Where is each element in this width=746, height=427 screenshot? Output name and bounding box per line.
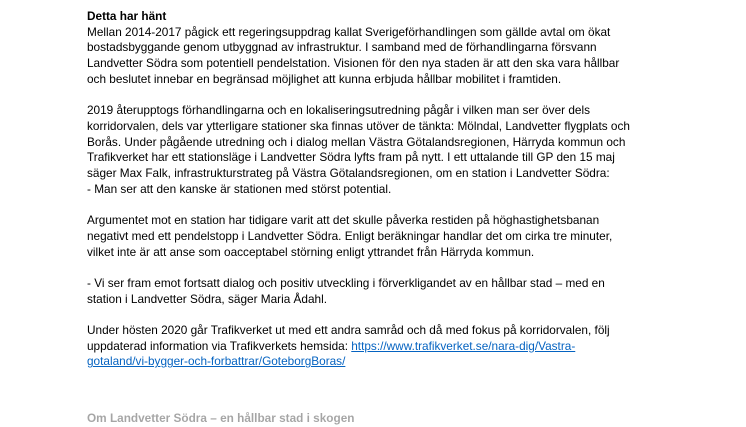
paragraph-3-line-3: vilket inte är att anse som oacceptabel störning enligt yttrandet från Härryda kommun. [87, 244, 535, 259]
trafikverket-link-part-2[interactable]: gotaland/vi-bygger-och-forbattrar/GoteborgBoras/ [87, 354, 346, 369]
paragraph-5-line-3 [87, 354, 687, 370]
trafikverket-link-part-1[interactable]: https://www.trafikverket.se/nara-dig/Vastra- [351, 338, 576, 353]
paragraph-2-line-5: säger Max Falk, infrastrukturstrateg på Västra Götalandsregionen, om en station i Landvetter Södra: [87, 166, 610, 181]
paragraph-gap [87, 197, 687, 213]
paragraph-2-line-3: Borås. Under pågående utredning och i dialog mellan Västra Götalandsregionen, Härryda kommun och [87, 134, 626, 149]
paragraph-2-line-1: 2019 återupptogs förhandlingarna och en lokaliseringsutredning pågår i vilken man ser över dels [87, 103, 590, 118]
paragraph-5-line-2 [87, 339, 687, 355]
paragraph-5-line-1: Under hösten 2020 går Trafikverket ut med ett andra samråd och då med fokus på korridorvalen, följ [87, 323, 610, 337]
paragraph-4-line-2: station i Landvetter Södra, säger Maria Ådahl. [87, 291, 328, 306]
paragraph-3-line-1: Argumentet mot en station har tidigare varit att det skulle påverka restiden på höghastighetsbanan [87, 213, 600, 228]
paragraph-gap [87, 88, 687, 104]
paragraph-2-line-4: Trafikverket har ett stationsläge i Landvetter Södra lyfts fram på nytt. I ett uttalande till GP den 15 maj [87, 150, 615, 165]
section-heading: Detta har hänt [87, 9, 167, 23]
paragraph-2-line-2: korridorvalen, dels var ytterligare stationer ska finnas utöver de tänkta: Mölndal, Landvetter flygplats och [87, 118, 630, 133]
paragraph-5-text: uppdaterad information via Trafikverkets hemsida: [87, 338, 352, 353]
paragraph-gap [87, 307, 687, 323]
cut-off-heading: Om Landvetter Södra – en hållbar stad i skogen [87, 411, 355, 425]
paragraph-2-line-6: - Man ser att den kanske är stationen med störst potential. [87, 181, 392, 196]
paragraph-4-line-1: - Vi ser fram emot fortsatt dialog och positiv utveckling i förverkligandet av en hållbar stad – med en [87, 275, 605, 290]
paragraph-1-line-4: och beslutet innebar en begränsad möjlighet att kunna erbjuda hållbar mobilitet i framtiden. [87, 71, 562, 86]
paragraph-1-line-1: Mellan 2014-2017 pågick ett regeringsuppdrag kallat Sverigeförhandlingen som gällde avtal om ökat [87, 24, 611, 39]
paragraph-3-line-2: negativt med ett pendelstopp i Landvetter Södra. Enligt beräkningar handlar det om cirka tre minuter, [87, 228, 613, 243]
document-page [87, 9, 687, 370]
paragraph-1-line-3: Landvetter Södra som potentiell pendelstation. Visionen för den nya staden är att den ska vara hållbar [87, 56, 620, 71]
paragraph-1-line-2: bostadsbyggande genom utbyggnad av infrastruktur. I samband med de förhandlingarna försvann [87, 40, 597, 55]
paragraph-gap [87, 260, 687, 276]
